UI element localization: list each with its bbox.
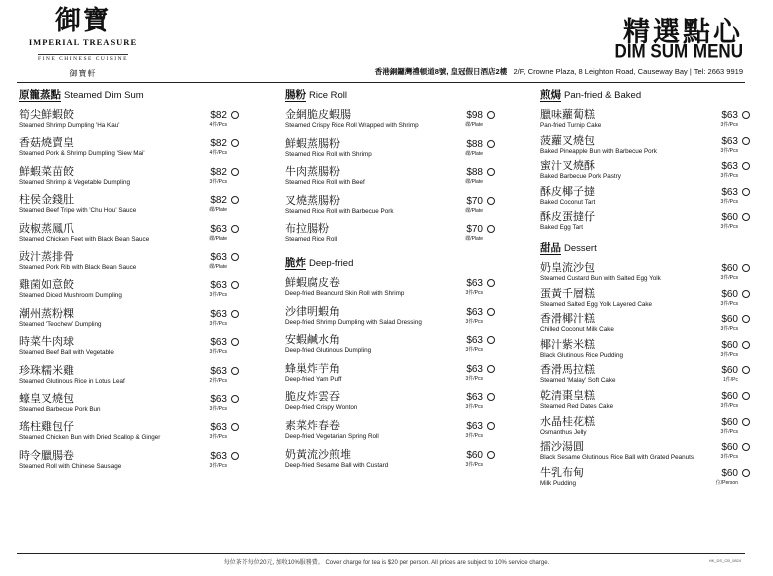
item-price-block — [720, 262, 738, 282]
item-name-cn: 鮮蝦菜苗餃 — [19, 165, 74, 178]
item-unit: 碟/Plate — [465, 179, 483, 186]
item-price: $63 — [210, 251, 227, 263]
menu-item — [285, 223, 495, 252]
item-unit: 3件/Pcs — [465, 347, 483, 354]
item-name-en: Steamed Rice Roll with Beef — [285, 179, 365, 187]
item-price: $63 — [466, 363, 483, 375]
section-title-cn: 甜品 — [540, 241, 561, 254]
item-unit: 3件/Pcs — [720, 402, 738, 409]
item-unit: 3件/Pcs — [720, 351, 738, 358]
item-name-cn: 豉汁蒸排骨 — [19, 250, 74, 263]
item-name-en: Steamed Crispy Rice Roll Wrapped with Shrimp — [285, 122, 419, 129]
menu-item — [19, 251, 239, 279]
item-name-cn: 時菜牛肉球 — [19, 336, 74, 349]
item-name-en: Steamed Chicken Bun with Dried Scallop & Ginger — [19, 434, 161, 442]
item-unit: 3件/Pcs — [465, 404, 483, 411]
section-title-cn: 煎焗 — [540, 89, 561, 101]
item-unit: 碟/Plate — [465, 150, 483, 157]
order-checkbox[interactable] — [742, 111, 750, 119]
item-unit: 3件/Pcs — [720, 454, 738, 461]
item-price-block — [720, 339, 738, 359]
item-price: $70 — [466, 195, 483, 207]
menu-column-1 — [19, 88, 239, 478]
order-checkbox[interactable] — [742, 392, 750, 400]
order-checkbox[interactable] — [742, 188, 750, 196]
section-title-en: Dessert — [564, 242, 597, 254]
item-price-block — [209, 393, 227, 413]
logo-subtitle: FINE CHINESE CUISINE — [38, 56, 128, 62]
menu-item — [540, 339, 750, 365]
logo-mark: 御寶 — [54, 6, 111, 36]
menu-item — [540, 109, 750, 135]
menu-item — [540, 390, 750, 416]
item-unit: 碟/Plate — [465, 207, 483, 214]
item-unit: 1件/Pc — [722, 377, 738, 384]
section-header-rice-roll — [285, 88, 495, 102]
section-deep-fried — [285, 277, 495, 477]
item-price-block — [720, 135, 738, 155]
item-name-en: Steamed Rice Roll with Barbecue Pork — [285, 207, 394, 215]
item-name-en: Steamed Glutinous Rice in Lotus Leaf — [19, 377, 125, 385]
item-unit: 2件/Pcs — [209, 377, 227, 384]
item-price-block — [209, 223, 227, 243]
item-name-en: Black Sesame Glutinous Rice Ball with Grated Peanuts — [540, 454, 694, 462]
item-name-en: Steamed Beef Ball with Vegetable — [19, 349, 114, 357]
item-price: $60 — [721, 442, 738, 454]
item-name-cn: 布拉腸粉 — [285, 223, 329, 236]
item-price: $63 — [721, 135, 738, 147]
item-name-cn: 筍尖鮮蝦餃 — [19, 109, 74, 121]
menu-item — [540, 160, 750, 186]
footer-divider — [17, 553, 745, 554]
item-name-cn: 牛肉蒸腸粉 — [285, 166, 340, 179]
menu-item — [540, 288, 750, 314]
item-price: $60 — [721, 416, 738, 428]
item-unit: 3件/Pcs — [209, 405, 227, 412]
item-price: $60 — [721, 390, 738, 402]
item-price-block — [465, 223, 483, 243]
logo-chinese-name: 御寶軒 — [69, 69, 97, 78]
menu-item — [285, 195, 495, 224]
item-price: $63 — [466, 392, 483, 404]
item-price-block — [209, 194, 227, 214]
item-price-block — [720, 288, 738, 308]
item-name-cn: 香滑椰汁糕 — [540, 313, 595, 326]
menu-code: HK_DS_CB_0824 — [708, 558, 741, 563]
order-checkbox[interactable] — [742, 418, 750, 426]
item-name-cn: 素菜炸春卷 — [285, 419, 340, 432]
item-price-block — [720, 390, 738, 410]
item-name-cn: 牛乳布甸 — [540, 466, 584, 479]
item-unit: 3件/Pcs — [209, 434, 227, 441]
menu-item — [540, 262, 750, 288]
order-checkbox[interactable] — [231, 367, 239, 375]
order-checkbox[interactable] — [487, 422, 495, 430]
item-unit: 位/Person — [715, 479, 738, 486]
item-name-en: Deep-fried Glutinous Dumpling — [285, 347, 372, 355]
item-unit: 3件/Pcs — [209, 178, 227, 185]
item-price: $88 — [466, 138, 483, 150]
item-name-cn: 蜂巢炸芋角 — [285, 362, 340, 375]
item-name-en: Baked Egg Tart — [540, 224, 583, 232]
item-price: $82 — [210, 110, 227, 121]
item-unit: 3件/Pcs — [720, 300, 738, 307]
item-price: $63 — [210, 223, 227, 235]
item-name-cn: 脆皮炸雲吞 — [285, 391, 340, 404]
item-name-cn: 叉燒蒸腸粉 — [285, 194, 340, 207]
item-name-en: Deep-fried Vegetarian Spring Roll — [285, 432, 379, 440]
item-price-block — [465, 334, 483, 354]
item-price-block — [465, 420, 483, 440]
item-name-cn: 乾清棗皇糕 — [540, 389, 595, 402]
menu-item — [540, 441, 750, 467]
item-unit: 3件/Pcs — [209, 320, 227, 327]
item-name-en: Steamed Roll with Chinese Sausage — [19, 462, 122, 470]
item-price: $63 — [466, 277, 483, 289]
item-price: $82 — [210, 195, 227, 207]
section-title-cn: 腸粉 — [285, 89, 306, 101]
item-unit: 4件/Pcs — [209, 122, 227, 128]
item-price-block — [720, 109, 738, 129]
item-name-en: Steamed Salted Egg Yolk Layered Cake — [540, 300, 653, 308]
item-price: $63 — [466, 420, 483, 432]
item-price: $70 — [466, 224, 483, 236]
item-price-block — [720, 441, 738, 461]
section-title-cn: 脆炸 — [285, 256, 306, 269]
item-name-en: Steamed Pork & Shrimp Dumpling 'Siew Mai' — [19, 150, 145, 158]
menu-item — [285, 166, 495, 195]
menu-item — [19, 393, 239, 421]
item-name-en: Pan-fried Turnip Cake — [540, 122, 602, 129]
section-pan-fried — [540, 109, 750, 237]
item-name-en: Deep-fried Beancurd Skin Roll with Shrimp — [285, 289, 405, 297]
item-price-block — [465, 391, 483, 411]
menu-column-3 — [540, 88, 750, 492]
menu-item — [285, 420, 495, 449]
menu-item — [285, 449, 495, 478]
order-checkbox[interactable] — [487, 279, 495, 287]
item-name-en: Osmanthus Jelly — [540, 428, 587, 436]
item-unit: 碟/Plate — [209, 263, 227, 270]
item-name-en: Milk Pudding — [540, 479, 577, 487]
service-charge-note: 每位茶芥每位20元, 加收10%服務費。 Cover charge for tea is $20 per person. All prices are subject to 10% service charge. — [223, 560, 550, 566]
order-checkbox[interactable] — [487, 451, 495, 459]
menu-item — [19, 137, 239, 165]
order-checkbox[interactable] — [231, 225, 239, 233]
menu-item — [540, 416, 750, 442]
section-title-cn: 原籠蒸點 — [19, 89, 61, 101]
section-rice-roll — [285, 109, 495, 252]
item-price: $60 — [721, 212, 738, 224]
item-name-cn: 擂沙湯圓 — [540, 441, 584, 454]
item-price-block — [209, 365, 227, 385]
item-name-cn: 瑤柱雞包仔 — [19, 421, 74, 434]
item-price: $60 — [721, 339, 738, 351]
item-unit: 3件/Pcs — [209, 462, 227, 469]
address-chinese: 香港銅鑼灣禮頓道8號, 皇冠假日酒店2樓 — [374, 67, 508, 76]
item-price: $98 — [466, 110, 483, 121]
item-name-cn: 豉椒蒸鳳爪 — [19, 222, 74, 235]
item-name-en: Steamed Barbecue Pork Bun — [19, 405, 101, 413]
item-price-block — [209, 137, 227, 157]
item-name-cn: 香菇燒賣皇 — [19, 137, 74, 150]
item-unit: 碟/Plate — [465, 236, 483, 243]
item-name-en: Steamed Red Dates Cake — [540, 402, 614, 410]
item-price-block — [209, 308, 227, 328]
item-unit: 4件/Pcs — [209, 150, 227, 157]
item-name-cn: 蠔皇叉燒包 — [19, 392, 74, 405]
item-price: $63 — [210, 393, 227, 405]
item-price-block — [721, 364, 738, 384]
item-price-block — [209, 336, 227, 356]
menu-item — [19, 336, 239, 364]
menu-item — [19, 308, 239, 336]
order-checkbox[interactable] — [487, 140, 495, 148]
item-price: $60 — [721, 288, 738, 300]
item-name-cn: 沙律明蝦角 — [285, 305, 340, 318]
item-price: $63 — [210, 337, 227, 349]
menu-item — [19, 223, 239, 251]
item-price-block — [209, 166, 227, 186]
item-name-en: Steamed Shrimp & Vegetable Dumpling — [19, 178, 130, 186]
item-name-cn: 奶皇流沙包 — [540, 261, 595, 274]
item-price: $63 — [210, 450, 227, 462]
item-name-en: Steamed Chicken Feet with Black Bean Sauce — [19, 235, 150, 243]
item-price: $60 — [721, 467, 738, 479]
item-price: $63 — [210, 280, 227, 292]
item-unit: 碟/Plate — [209, 207, 227, 214]
item-price: $60 — [466, 449, 483, 461]
menu-item — [19, 194, 239, 222]
item-price: $63 — [721, 186, 738, 198]
item-price-block — [465, 277, 483, 297]
item-unit: 碟/Plate — [465, 122, 483, 128]
item-price: $63 — [721, 110, 738, 121]
item-unit: 3件/Pcs — [720, 173, 738, 180]
item-name-cn: 柱侯金錢肚 — [19, 194, 74, 207]
menu-column-2 — [285, 88, 495, 477]
menu-item — [19, 109, 239, 137]
order-checkbox[interactable] — [742, 137, 750, 145]
telephone: Tel: 2663 9919 — [693, 67, 743, 76]
item-name-en: Steamed Shrimp Dumpling 'Ha Kau' — [19, 122, 120, 129]
item-price-block — [465, 363, 483, 383]
item-unit: 3件/Pcs — [465, 432, 483, 439]
item-name-cn: 蜜汁叉燒酥 — [540, 160, 595, 173]
item-name-cn: 安蝦鹹水角 — [285, 334, 340, 347]
item-price: $60 — [721, 365, 738, 377]
menu-item — [540, 467, 750, 493]
section-header-deep-fried — [285, 256, 495, 270]
order-checkbox[interactable] — [231, 253, 239, 261]
order-checkbox[interactable] — [742, 341, 750, 349]
menu-item — [540, 135, 750, 161]
order-checkbox[interactable] — [742, 290, 750, 298]
item-unit: 3件/Pcs — [465, 318, 483, 325]
section-header-pan-fried — [540, 88, 750, 102]
menu-item — [19, 421, 239, 449]
item-name-cn: 鮮蝦腐皮卷 — [285, 276, 340, 289]
order-checkbox[interactable] — [487, 111, 495, 119]
item-price-block — [209, 279, 227, 299]
item-price: $82 — [210, 166, 227, 178]
item-unit: 3件/Pcs — [720, 122, 738, 128]
item-name-en: Black Glutinous Rice Pudding — [540, 351, 623, 359]
menu-item — [19, 450, 239, 478]
section-header-dessert — [540, 241, 750, 255]
item-name-en: Steamed 'Malay' Soft Cake — [540, 377, 616, 385]
item-price-block — [209, 251, 227, 271]
menu-title-chinese: 精選點心 — [623, 17, 743, 47]
item-unit: 3件/Pcs — [465, 289, 483, 296]
item-name-en: Deep-fried Yam Puff — [285, 375, 342, 383]
item-name-en: Steamed Beef Tripe with 'Chu Hou' Sauce — [19, 207, 137, 215]
order-checkbox[interactable] — [231, 310, 239, 318]
item-unit: 3件/Pcs — [465, 461, 483, 468]
menu-item — [540, 364, 750, 390]
item-unit: 3件/Pcs — [720, 198, 738, 205]
item-name-cn: 酥皮椰子撻 — [540, 185, 595, 198]
item-name-en: Baked Coconut Tart — [540, 198, 596, 206]
item-name-cn: 珍珠糯米雞 — [19, 364, 74, 377]
section-steamed — [19, 109, 239, 478]
item-price: $63 — [210, 308, 227, 320]
menu-item — [285, 363, 495, 392]
item-price: $63 — [466, 335, 483, 347]
item-unit: 3件/Pcs — [209, 349, 227, 356]
item-unit: 3件/Pcs — [720, 147, 738, 154]
item-name-cn: 鮮蝦蒸腸粉 — [285, 137, 340, 150]
menu-item — [19, 166, 239, 194]
item-name-cn: 菠蘿叉燒包 — [540, 134, 595, 147]
item-price: $60 — [721, 262, 738, 274]
menu-item — [285, 277, 495, 306]
item-name-en: Steamed Rice Roll — [285, 236, 338, 244]
order-checkbox[interactable] — [487, 365, 495, 373]
section-title-en: Pan-fried & Baked — [564, 90, 642, 101]
order-checkbox[interactable] — [231, 452, 239, 460]
menu-title-english: DIM SUM MENU — [614, 40, 743, 62]
menu-item — [540, 313, 750, 339]
item-price-block — [465, 138, 483, 158]
order-checkbox[interactable] — [231, 111, 239, 119]
menu-item — [285, 138, 495, 167]
item-price: $60 — [721, 314, 738, 326]
item-price: $82 — [210, 138, 227, 150]
item-name-cn: 雞菌如意餃 — [19, 279, 74, 292]
item-price-block — [209, 450, 227, 470]
item-price-block — [209, 421, 227, 441]
section-title-en: Steamed Dim Sum — [64, 90, 144, 101]
item-name-cn: 水晶桂花糕 — [540, 415, 595, 428]
header-divider — [17, 82, 745, 83]
item-price: $63 — [210, 365, 227, 377]
item-unit: 3件/Pcs — [465, 375, 483, 382]
item-price-block — [720, 160, 738, 180]
item-name-cn: 金網脆皮蝦腸 — [285, 109, 351, 121]
item-price-block — [465, 109, 483, 129]
item-name-en: Deep-fried Sesame Ball with Custard — [285, 461, 389, 469]
menu-item — [285, 306, 495, 335]
item-name-cn: 酥皮蛋撻仔 — [540, 211, 595, 224]
menu-item — [19, 365, 239, 393]
item-name-en: Chilled Coconut Milk Cake — [540, 326, 614, 334]
item-price-block — [465, 449, 483, 469]
item-name-en: Deep-fried Shrimp Dumpling with Salad Dressing — [285, 318, 422, 326]
section-dessert — [540, 262, 750, 492]
item-unit: 3件/Pcs — [720, 274, 738, 281]
menu-item — [540, 186, 750, 212]
restaurant-logo — [18, 6, 148, 79]
logo-name: IMPERIAL TREASURE — [28, 37, 138, 47]
item-name-en: Steamed Custard Bun with Salted Egg Yolk — [540, 274, 661, 282]
item-name-en: Baked Barbecue Pork Pastry — [540, 173, 621, 181]
section-header-steamed — [19, 88, 239, 102]
item-price: $63 — [210, 422, 227, 434]
item-name-en: Baked Pineapple Bun with Barbecue Pork — [540, 147, 657, 155]
item-unit: 碟/Plate — [209, 235, 227, 242]
item-name-cn: 蛋黃千層糕 — [540, 287, 595, 300]
item-name-en: Steamed 'Teochew' Dumpling — [19, 320, 102, 328]
item-price-block — [720, 313, 738, 333]
item-price-block — [209, 109, 227, 129]
item-unit: 3件/Pcs — [209, 292, 227, 299]
order-checkbox[interactable] — [487, 308, 495, 316]
item-price-block — [465, 195, 483, 215]
item-price-block — [720, 186, 738, 206]
item-name-cn: 潮州蒸粉粿 — [19, 307, 74, 320]
item-price-block — [720, 211, 738, 231]
item-name-en: Steamed Pork Rib with Black Bean Sauce — [19, 263, 137, 271]
item-name-cn: 椰汁紫米糕 — [540, 338, 595, 351]
section-title-en: Rice Roll — [309, 90, 348, 101]
item-price: $88 — [466, 167, 483, 179]
item-unit: 3件/Pcs — [720, 326, 738, 333]
item-unit: 3件/Pcs — [720, 224, 738, 231]
item-price-block — [720, 416, 738, 436]
item-unit: 3件/Pcs — [720, 428, 738, 435]
item-price-block — [465, 306, 483, 326]
menu-item — [285, 109, 495, 138]
item-name-cn: 奶黃流沙煎堆 — [285, 448, 351, 461]
item-price-block — [716, 467, 738, 487]
menu-item — [285, 334, 495, 363]
address-english: 2/F, Crowne Plaza, 8 Leighton Road, Causeway Bay — [513, 67, 688, 76]
item-price: $63 — [466, 306, 483, 318]
menu-item — [285, 391, 495, 420]
item-price-block — [465, 166, 483, 186]
item-name-en: Steamed Rice Roll with Shrimp — [285, 150, 372, 158]
item-name-cn: 臘味蘿蔔糕 — [540, 109, 595, 121]
order-checkbox[interactable] — [742, 264, 750, 272]
order-checkbox[interactable] — [231, 168, 239, 176]
order-checkbox[interactable] — [742, 469, 750, 477]
menu-item — [540, 211, 750, 237]
order-checkbox[interactable] — [487, 197, 495, 205]
address-line: 香港銅鑼灣禮頓道8號, 皇冠假日酒店2樓 2/F, Crowne Plaza, 8 Leighton Road, Causeway Bay | Tel: 2663 9919 — [374, 67, 743, 76]
item-name-en: Deep-fried Crispy Wonton — [285, 404, 358, 412]
item-price: $63 — [721, 161, 738, 173]
section-title-en: Deep-fried — [309, 257, 354, 269]
order-checkbox[interactable] — [231, 395, 239, 403]
item-name-en: Steamed Diced Mushroom Dumpling — [19, 292, 122, 300]
item-name-cn: 時令臘腸卷 — [19, 449, 74, 462]
menu-item — [19, 279, 239, 307]
item-name-cn: 香滑馬拉糕 — [540, 364, 595, 377]
